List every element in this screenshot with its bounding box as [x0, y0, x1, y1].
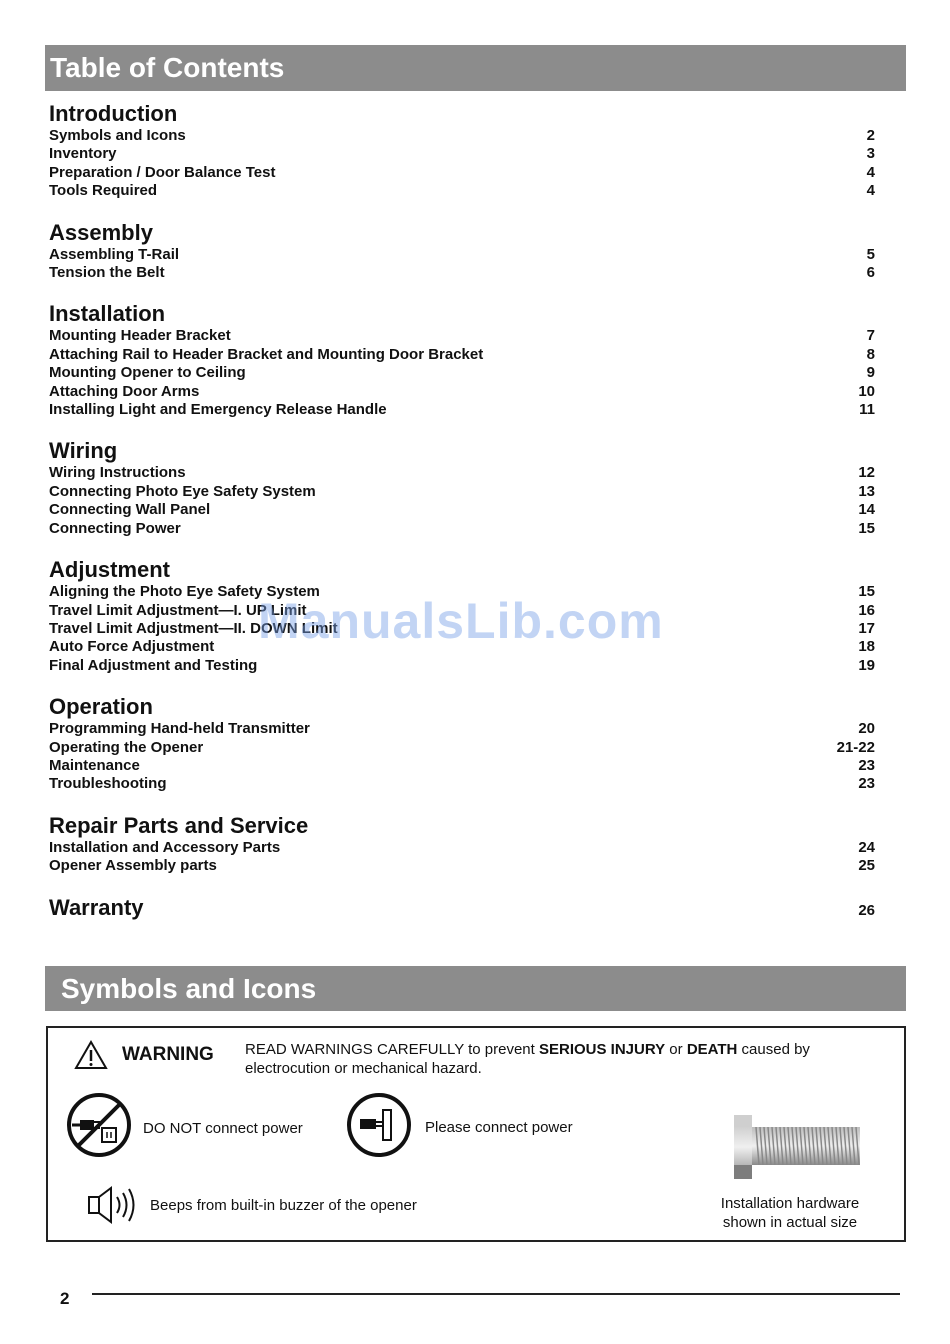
toc-entry-page: 20 [858, 720, 875, 738]
toc-warranty-title: Warranty [49, 894, 144, 920]
toc-entry[interactable] [49, 857, 875, 875]
toc-entry-page: 4 [866, 182, 875, 200]
toc-entry-page: 24 [858, 838, 875, 856]
toc-entry-page: 16 [858, 601, 875, 619]
toc-entry-label: Attaching Rail to Header Bracket and Mounting Door Bracket [49, 345, 484, 363]
toc-entry-label: Operating the Opener [49, 738, 204, 756]
connect-power-label: Please connect power [425, 1119, 573, 1136]
toc-entry-label: Tension the Belt [49, 264, 165, 282]
toc-entry-page: 3 [866, 145, 875, 163]
connect-power-icon [346, 1092, 412, 1163]
no-power-icon [66, 1092, 132, 1163]
toc-section-title: Introduction [49, 101, 178, 126]
toc-entry[interactable] [49, 327, 875, 345]
toc-entry-page: 11 [859, 401, 875, 419]
warning-label: WARNING [122, 1044, 214, 1065]
hardware-label [700, 1194, 880, 1232]
toc-entry-label: Travel Limit Adjustment—I. UP Limit [49, 601, 307, 619]
watermark: ManualsLib.com [258, 593, 664, 649]
toc-entry[interactable] [49, 127, 875, 145]
toc-entry-label: Auto Force Adjustment [49, 638, 215, 656]
toc-entry-page: 8 [866, 345, 875, 363]
toc-entry-page: 5 [866, 245, 875, 263]
hardware-label-line-1: Installation hardware [720, 1195, 860, 1212]
toc-entry-label: Attaching Door Arms [49, 382, 200, 400]
page-number: 2 [60, 1289, 70, 1308]
toc-entry-label: Installation and Accessory Parts [49, 838, 281, 856]
hardware-label-line-2: shown in actual size [722, 1214, 858, 1231]
toc-entry-label: Symbols and Icons [49, 127, 186, 144]
toc-entry-label: Troubleshooting [49, 775, 167, 793]
toc-entry[interactable] [49, 401, 875, 419]
hardware-bolt-icon [732, 1113, 864, 1188]
toc-entry-label: Maintenance [49, 756, 140, 774]
toc-entry-page: 19 [858, 656, 875, 674]
toc-section [49, 219, 875, 283]
symbols-banner [45, 966, 906, 1011]
toc-entry[interactable] [49, 657, 875, 675]
toc-entry-label: Mounting Header Bracket [49, 327, 231, 345]
toc-section-title: Repair Parts and Service [49, 812, 309, 838]
toc-entry-label: Final Adjustment and Testing [49, 656, 258, 674]
toc-entry[interactable] [49, 182, 875, 200]
toc-title: Table of Contents [50, 52, 285, 83]
warning-bold-injury: SERIOUS INJURY [538, 1041, 666, 1058]
warning-bold-death: DEATH [686, 1041, 738, 1058]
toc-entry-page: 23 [858, 756, 875, 774]
toc-entry[interactable] [49, 246, 875, 264]
toc-entry-label: Mounting Opener to Ceiling [49, 364, 246, 382]
toc-entry-page: 15 [858, 583, 875, 601]
toc-section-title: Installation [49, 301, 166, 327]
toc-section-title: Operation [49, 694, 153, 720]
toc-section-title: Adjustment [49, 557, 170, 583]
buzzer-speaker-icon [87, 1185, 145, 1230]
toc-section-title: Assembly [49, 219, 153, 245]
toc-entry-label: Programming Hand-held Transmitter [49, 720, 310, 738]
toc-entry[interactable] [49, 464, 875, 482]
toc-entry-page: 15 [858, 519, 875, 537]
toc-entry-page: 17 [858, 619, 875, 637]
toc-entry-label: Tools Required [49, 182, 158, 200]
toc-entry-page: 14 [858, 501, 875, 519]
toc-entry-label: Inventory [49, 145, 117, 163]
toc-entry[interactable] [49, 775, 875, 793]
toc-entry-page: 13 [858, 482, 875, 500]
warning-text-part: caused by electrocution or mechanical hazard. [245, 1041, 810, 1077]
toc-entry-page: 12 [858, 464, 875, 482]
toc-entry-page: 23 [858, 775, 875, 793]
warning-text-part: READ WARNINGS CAREFULLY to prevent [245, 1041, 539, 1058]
toc-entry-page: 6 [866, 264, 875, 282]
toc-section [49, 812, 875, 876]
toc-entry[interactable] [49, 145, 875, 163]
toc-entry[interactable] [49, 383, 875, 401]
toc-entry[interactable] [49, 164, 875, 182]
toc-section [49, 693, 875, 794]
toc-entry-label: Preparation / Door Balance Test [49, 163, 276, 181]
toc-entry-page: 4 [866, 163, 875, 181]
toc-entry[interactable] [49, 839, 875, 857]
toc-entry-page: 10 [858, 382, 875, 400]
no-power-label: DO NOT connect power [143, 1120, 303, 1137]
toc-entry[interactable] [49, 346, 875, 364]
toc-entry-page: 9 [866, 364, 875, 382]
toc-section-title: Wiring [49, 438, 118, 464]
toc-section [49, 437, 875, 538]
warning-text-part: or [665, 1041, 687, 1058]
symbols-title: Symbols and Icons [61, 973, 317, 1004]
toc-entry[interactable] [49, 264, 875, 282]
toc-entry-page: 7 [866, 327, 875, 345]
toc-entry-page: 21-22 [836, 738, 875, 756]
toc-entry[interactable] [49, 757, 875, 775]
toc-entry[interactable] [49, 501, 875, 519]
toc-entry-label: Aligning the Photo Eye Safety System [49, 583, 320, 601]
toc-warranty-page: 26 [858, 901, 875, 919]
toc-entry-page: 2 [866, 127, 875, 144]
toc-entry-page: 25 [858, 857, 875, 875]
toc-entry[interactable] [49, 520, 875, 538]
toc-entry[interactable] [49, 720, 875, 738]
toc-warranty[interactable] [49, 894, 875, 921]
toc-entry-label: Connecting Power [49, 519, 181, 537]
warning-label-group [74, 1040, 214, 1070]
toc-entry-page: 18 [858, 638, 875, 656]
toc-entry-label: Connecting Photo Eye Safety System [49, 482, 316, 500]
toc-entry-label: Installing Light and Emergency Release Handle [49, 401, 387, 419]
toc-section [49, 100, 875, 201]
toc-body [49, 100, 875, 921]
toc-entry-label: Travel Limit Adjustment—II. DOWN Limit [49, 619, 338, 637]
toc-entry-label: Connecting Wall Panel [49, 501, 211, 519]
buzzer-label: Beeps from built-in buzzer of the opener [150, 1197, 417, 1214]
warning-triangle-icon [74, 1040, 108, 1070]
toc-entry-label: Wiring Instructions [49, 464, 186, 482]
toc-entry-label: Assembling T-Rail [49, 245, 180, 263]
toc-entry[interactable] [49, 364, 875, 382]
toc-entry[interactable] [49, 739, 875, 757]
toc-section [49, 300, 875, 419]
footer-rule [92, 1293, 900, 1295]
warning-text [245, 1040, 885, 1078]
toc-banner [45, 45, 906, 91]
toc-entry-label: Opener Assembly parts [49, 857, 217, 875]
toc-entry[interactable] [49, 483, 875, 501]
